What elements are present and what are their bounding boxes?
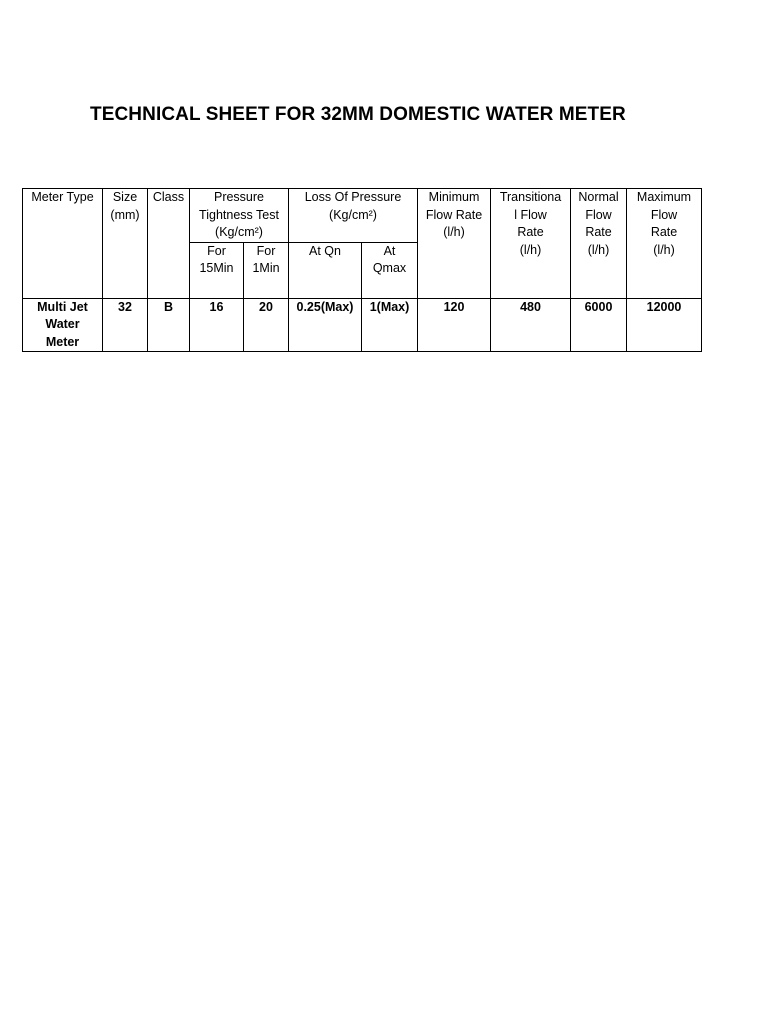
header-qmax-line-2: Qmax xyxy=(372,261,407,275)
header-pressure-tightness xyxy=(190,189,289,243)
header-max-line-2: Flow xyxy=(650,207,678,222)
header-min-line-3: (l/h) xyxy=(443,225,465,239)
header-size-line-2: (mm) xyxy=(110,207,140,222)
header-at-qmax xyxy=(362,242,418,298)
cell-for-1min: 20 xyxy=(244,298,289,352)
header-normal-line-3: Rate xyxy=(585,225,612,239)
header-size xyxy=(103,189,148,299)
cell-maximum-flow-rate: 12000 xyxy=(627,298,702,352)
header-size-line-1: Size xyxy=(112,190,138,204)
header-normal-line-2: Flow xyxy=(585,207,612,222)
header-15min-line-1: For xyxy=(207,243,226,258)
cell-at-qmax: 1(Max) xyxy=(362,298,418,352)
header-1min-line-2: 1Min xyxy=(252,261,280,275)
header-at-qn-text: At Qn xyxy=(309,243,341,258)
cell-class: B xyxy=(148,298,190,352)
header-for-15min xyxy=(190,242,244,298)
cell-meter-type-line-2: Water xyxy=(45,317,80,331)
header-class xyxy=(148,189,190,299)
header-class-text: Class xyxy=(152,190,185,204)
header-for-1min xyxy=(244,242,289,298)
header-min-line-2: Flow Rate xyxy=(425,207,483,222)
header-normal-flow-rate xyxy=(571,189,627,299)
header-qmax-line-1: At xyxy=(383,243,396,258)
cell-for-15min: 16 xyxy=(190,298,244,352)
technical-spec-table xyxy=(22,188,702,352)
header-loss-of-pressure xyxy=(289,189,418,243)
cell-minimum-flow-rate: 120 xyxy=(418,298,491,352)
header-15min-line-2: 15Min xyxy=(199,261,234,275)
header-loss-line-1: Loss Of Pressure xyxy=(304,190,402,204)
header-max-line-1: Maximum xyxy=(636,190,692,204)
header-row-1 xyxy=(23,189,702,243)
cell-meter-type-line-1: Multi Jet xyxy=(37,299,88,314)
header-at-qn xyxy=(289,242,362,298)
header-max-line-4: (l/h) xyxy=(653,242,675,257)
header-meter-type-text: Meter Type xyxy=(31,190,94,204)
cell-normal-flow-rate: 6000 xyxy=(571,298,627,352)
header-normal-line-1: Normal xyxy=(578,190,619,204)
cell-transitional-flow-rate: 480 xyxy=(491,298,571,352)
header-max-line-3: Rate xyxy=(650,225,678,239)
cell-at-qn: 0.25(Max) xyxy=(289,298,362,352)
header-trans-line-2: l Flow xyxy=(514,207,547,222)
header-normal-line-4: (l/h) xyxy=(587,242,610,257)
header-pressure-line-1: Pressure xyxy=(213,190,265,204)
header-min-line-1: Minimum xyxy=(428,190,480,204)
header-1min-line-1: For xyxy=(256,243,276,258)
header-trans-line-3: Rate xyxy=(517,225,544,239)
header-pressure-line-2: Tightness Test xyxy=(199,207,279,222)
header-loss-line-2: (Kg/cm²) xyxy=(329,207,377,222)
cell-meter-type-line-3: Meter xyxy=(45,334,80,349)
cell-size: 32 xyxy=(103,298,148,352)
header-minimum-flow-rate xyxy=(418,189,491,299)
table-row xyxy=(23,298,702,352)
header-trans-line-1: Transitiona xyxy=(499,190,562,204)
page-title: TECHNICAL SHEET FOR 32MM DOMESTIC WATER METER xyxy=(90,104,626,125)
header-pressure-line-3: (Kg/cm²) xyxy=(215,225,263,239)
header-trans-line-4: (l/h) xyxy=(519,242,542,257)
header-meter-type xyxy=(23,189,103,299)
header-transitional-flow-rate xyxy=(491,189,571,299)
header-maximum-flow-rate xyxy=(627,189,702,299)
cell-meter-type xyxy=(23,298,103,352)
